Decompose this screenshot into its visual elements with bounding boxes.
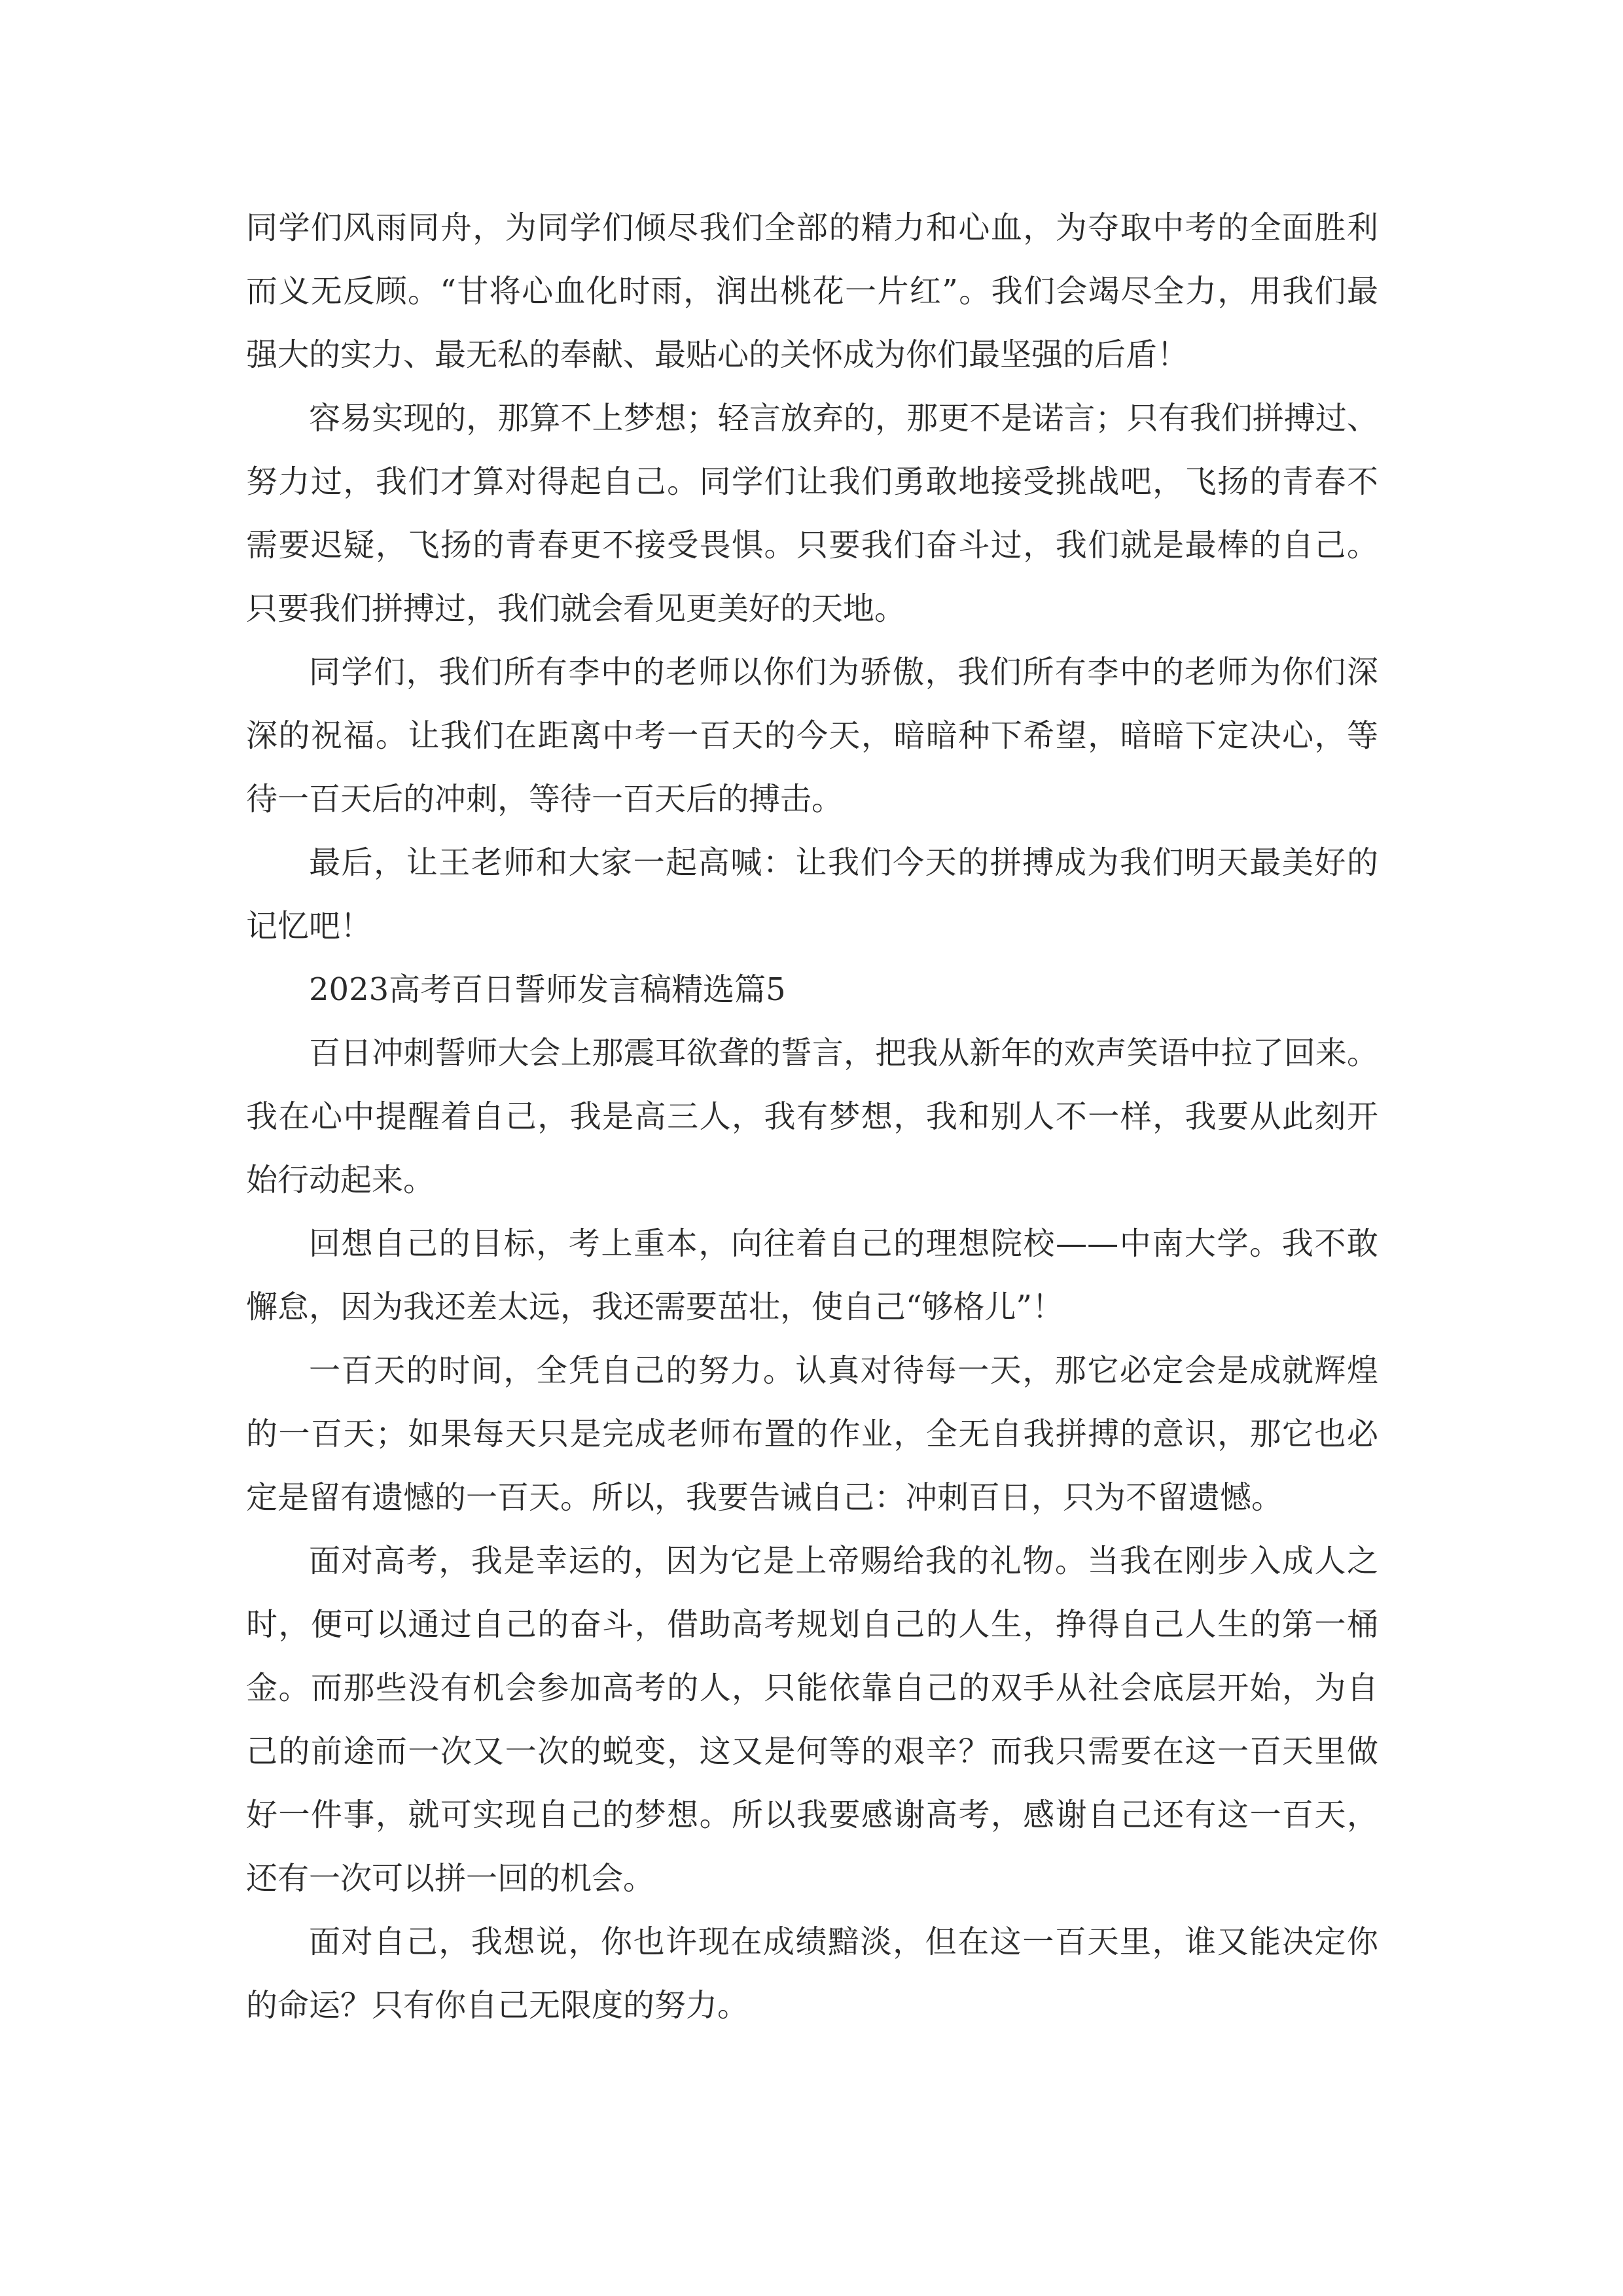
text-line: 回想自己的目标，考上重本，向往着自己的理想院校——中南大学。我不敢: [309, 1225, 1378, 1262]
text-line: 面对自己，我想说，你也许现在成绩黯淡，但在这一百天里，谁又能决定你: [309, 1924, 1378, 1960]
text-line: 容易实现的，那算不上梦想；轻言放弃的，那更不是诺言；只有我们拼搏过、: [309, 400, 1378, 437]
text-line: 待一百天后的冲刺，等待一百天后的搏击。: [246, 781, 844, 817]
text-line: 而义无反顾。“甘将心血化时雨，润出桃花一片红”。我们会竭尽全力，用我们最: [246, 273, 1378, 310]
text-line: 同学们风雨同舟，为同学们倾尽我们全部的精力和心血，为夺取中考的全面胜利: [246, 209, 1378, 246]
text-line: 还有一次可以拼一回的机会。: [246, 1860, 655, 1897]
text-line: 的命运？只有你自己无限度的努力。: [246, 1987, 749, 2024]
text-line: 需要迟疑，飞扬的青春更不接受畏惧。只要我们奋斗过，我们就是最棒的自己。: [246, 527, 1378, 564]
text-line: 百日冲刺誓师大会上那震耳欲聋的誓言，把我从新年的欢声笑语中拉了回来。: [309, 1035, 1378, 1071]
text-line: 一百天的时间，全凭自己的努力。认真对待每一天，那它必定会是成就辉煌: [309, 1352, 1378, 1389]
text-line: 强大的实力、最无私的奉献、最贴心的关怀成为你们最坚强的后盾！: [246, 336, 1189, 373]
text-line: 最后，让王老师和大家一起高喊：让我们今天的拼搏成为我们明天最美好的: [309, 844, 1378, 881]
text-line: 同学们，我们所有李中的老师以你们为骄傲，我们所有李中的老师为你们深: [309, 654, 1378, 691]
text-line: 记忆吧！: [246, 908, 372, 944]
text-line: 深的祝福。让我们在距离中考一百天的今天，暗暗种下希望，暗暗下定决心，等: [246, 717, 1378, 754]
text-line: 定是留有遗憾的一百天。所以，我要告诫自己：冲刺百日，只为不留遗憾。: [246, 1479, 1283, 1516]
text-line: 的一百天；如果每天只是完成老师布置的作业，全无自我拼搏的意识，那它也必: [246, 1416, 1378, 1452]
text-line: 我在心中提醒着自己，我是高三人，我有梦想，我和别人不一样，我要从此刻开: [246, 1098, 1378, 1135]
text-line: 面对高考，我是幸运的，因为它是上帝赐给我的礼物。当我在刚步入成人之: [309, 1543, 1378, 1579]
text-line: 懈怠，因为我还差太远，我还需要茁壮，使自己“够格儿”！: [246, 1289, 1064, 1325]
document-body: [246, 196, 1378, 2037]
text-line: 始行动起来。: [246, 1162, 435, 1198]
text-line: 时，便可以通过自己的奋斗，借助高考规划自己的人生，挣得自己人生的第一桶: [246, 1606, 1378, 1643]
section-heading: 2023高考百日誓师发言稿精选篇5: [309, 971, 786, 1008]
text-line: 己的前途而一次又一次的蜕变，这又是何等的艰辛？而我只需要在这一百天里做: [246, 1733, 1378, 1770]
text-line: 好一件事，就可实现自己的梦想。所以我要感谢高考，感谢自己还有这一百天，: [246, 1797, 1378, 1833]
text-line: 努力过，我们才算对得起自己。同学们让我们勇敢地接受挑战吧，飞扬的青春不: [246, 463, 1378, 500]
text-line: 只要我们拼搏过，我们就会看见更美好的天地。: [246, 590, 906, 627]
text-line: 金。而那些没有机会参加高考的人，只能依靠自己的双手从社会底层开始，为自: [246, 1670, 1378, 1706]
